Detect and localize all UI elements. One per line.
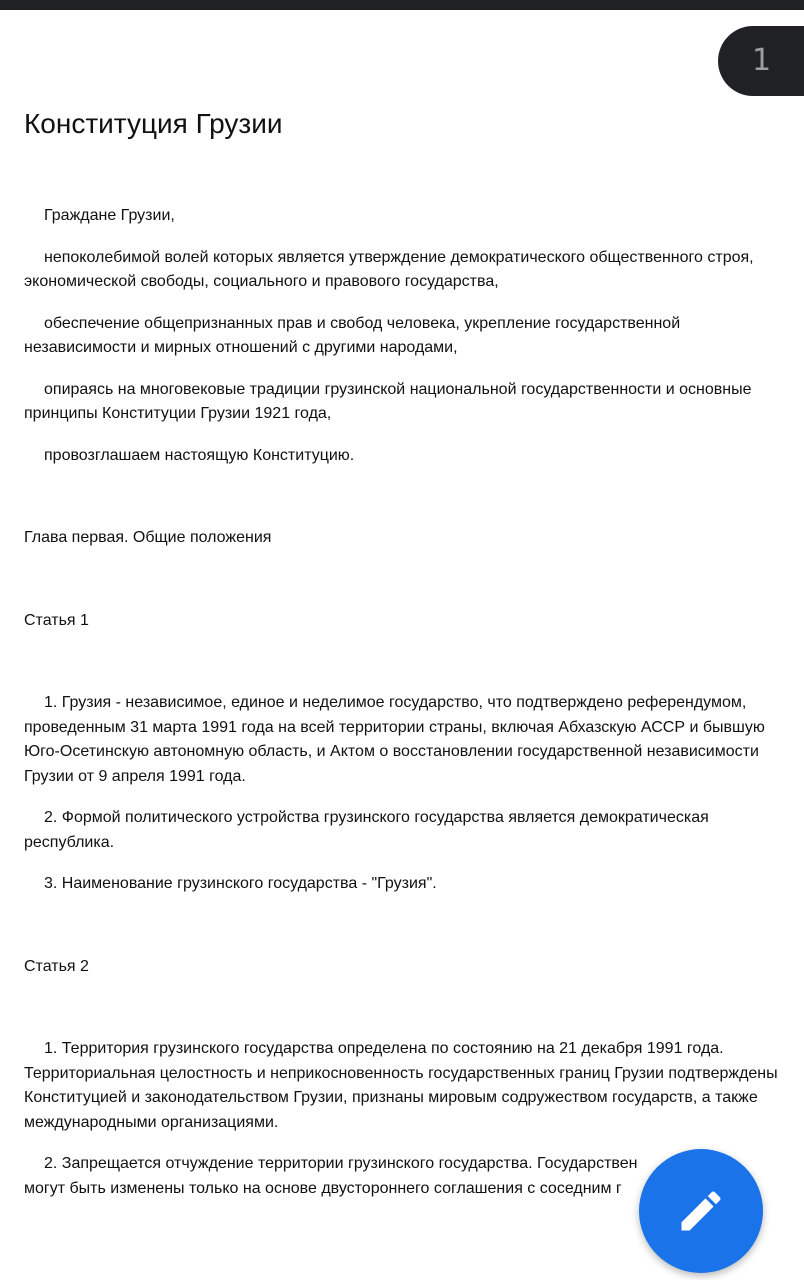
preamble-paragraph: непоколебимой волей которых является утверждение демократического общественного строя, экономической свободы, социального и правового государства, [24, 248, 754, 290]
document-body [24, 204, 784, 1201]
chapter-heading: Глава первая. Общие положения [24, 529, 272, 546]
article-paragraph-continuation: могут быть изменены только на основе двустороннего соглашения с соседним г [24, 1179, 622, 1197]
page-number: 1 [752, 43, 772, 78]
page-indicator [718, 26, 804, 96]
article-paragraph: 1. Территория грузинского государства определена по состоянию на 21 декабря 1991 года. Территориальная целостность и неприкосновенность государственных границ Грузии подтверждены Конституцией и законодательством Грузии, признаны мировым содружеством государств, а также международными организациями. [24, 1040, 778, 1131]
top-status-bar [0, 0, 804, 10]
preamble-paragraph: опираясь на многовековые традиции грузинской национальной государственности и основные принципы Конституции Грузии 1921 года, [24, 380, 752, 422]
article-paragraph: 2. Формой политического устройства грузинского государства является демократическая республика. [24, 809, 709, 851]
preamble-paragraph: провозглашаем настоящую Конституцию. [44, 446, 355, 464]
article-heading: Статья 2 [24, 957, 89, 975]
edit-fab-button[interactable] [639, 1149, 763, 1273]
preamble-paragraph: обеспечение общепризнанных прав и свобод человека, укрепление государственной независимости и мирных отношений с другими народами, [24, 314, 681, 356]
edit-pencil-icon [675, 1185, 727, 1237]
article-heading: Статья 1 [24, 611, 89, 629]
preamble-paragraph: Граждане Грузии, [44, 207, 175, 224]
article-paragraph: 3. Наименование грузинского государства - "Грузия". [44, 875, 437, 892]
article-paragraph: 2. Запрещается отчуждение территории грузинского государства. Государствен [44, 1155, 638, 1172]
article-paragraph: 1. Грузия - независимое, единое и неделимое государство, что подтверждено референдумом, проведенным 31 марта 1991 года на всей территории страны, включая Абхазскую АССР и бывшую Юго-Осетинскую автономную область, и Актом о восстановлении государственной независимости Грузии от 9 апреля 1991 года. [24, 694, 765, 785]
document-title: Конституция Грузии [24, 108, 283, 139]
